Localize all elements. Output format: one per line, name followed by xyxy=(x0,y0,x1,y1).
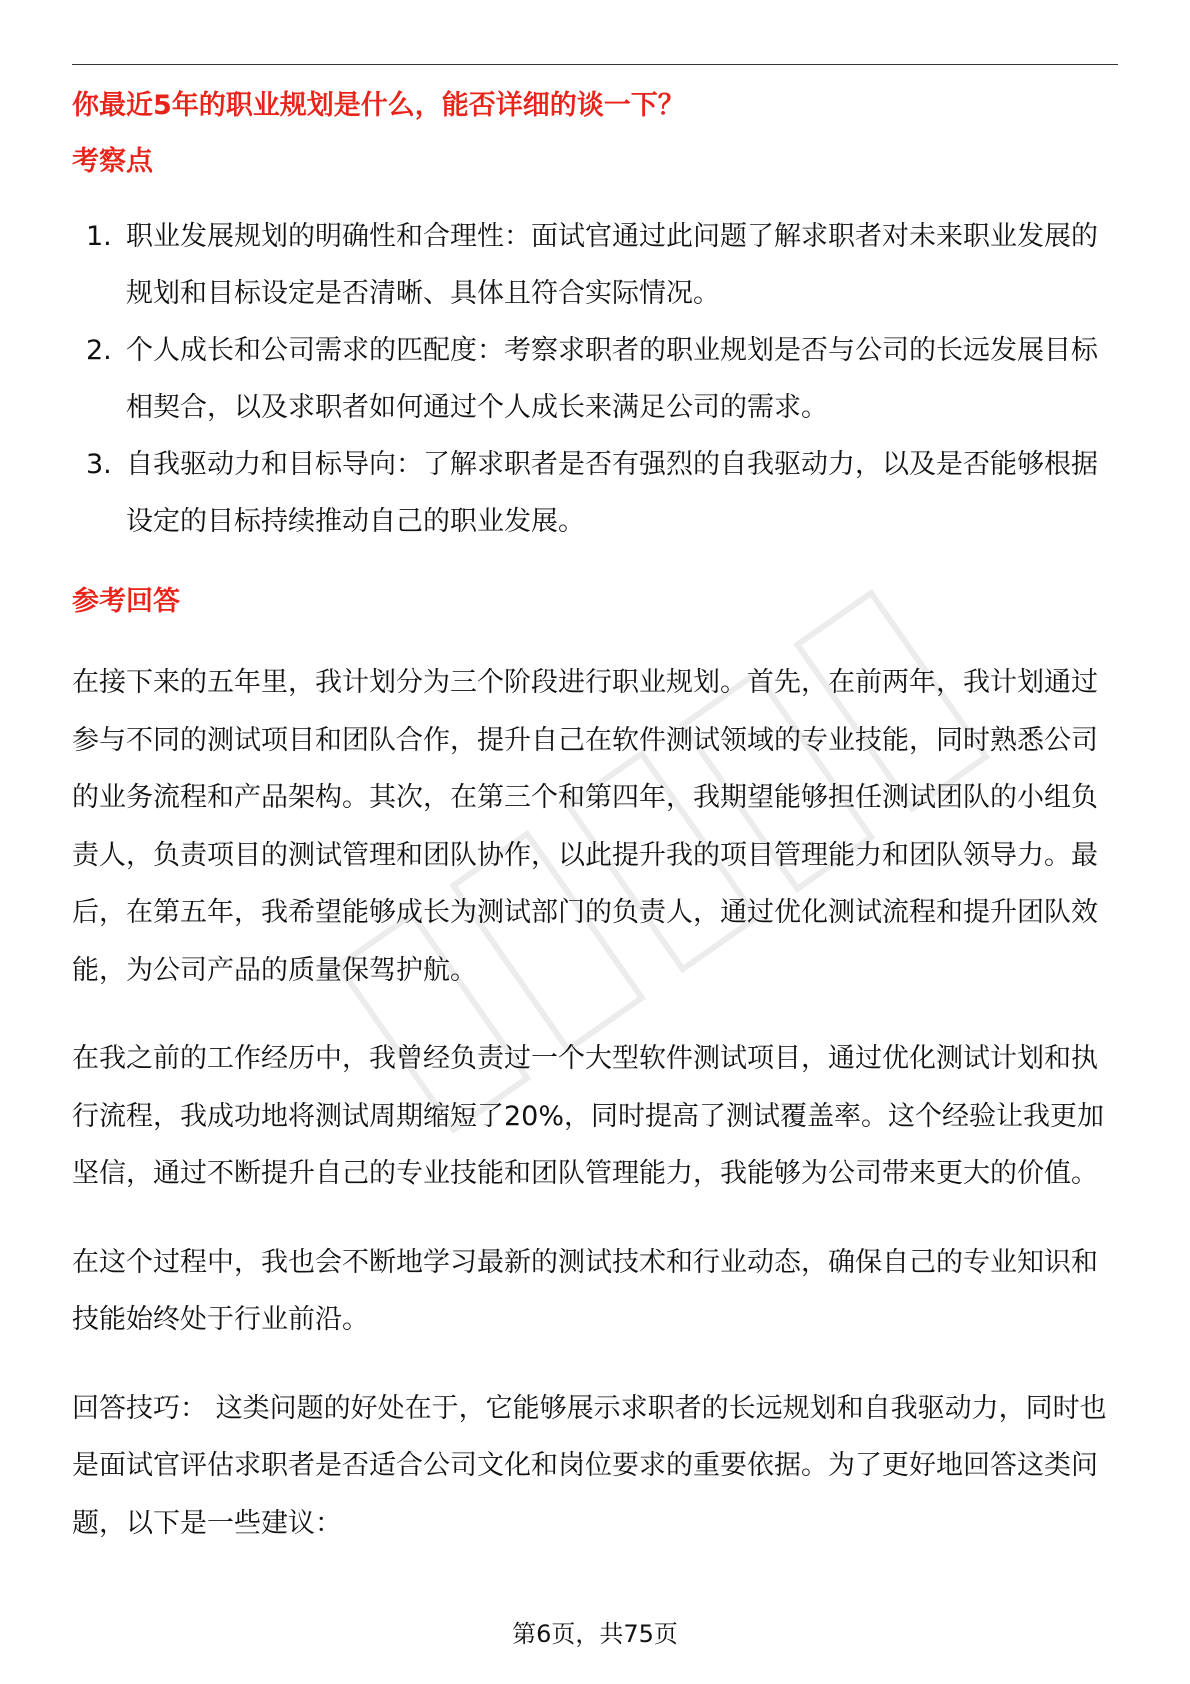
list-text: 自我驱动力和目标导向：了解求职者是否有强烈的自我驱动力，以及是否能够根据设定的目标持续推动自己的职业发展。 xyxy=(126,449,1098,537)
list-item xyxy=(72,436,1118,550)
answer-paragraph: 在我之前的工作经历中，我曾经负责过一个大型软件测试项目，通过优化测试计划和执行流程，我成功地将测试周期缩短了20%，同时提高了测试覆盖率。这个经验让我更加坚信，通过不断提升自己的专业技能和团队管理能力，我能够为公司带来更大的价值。 xyxy=(72,1043,1105,1189)
list-number: 3. xyxy=(86,449,112,480)
list-number: 2. xyxy=(86,335,112,366)
answer-body xyxy=(72,654,1118,1583)
section-heading-points: 考察点 xyxy=(72,146,153,177)
question-title: 你最近5年的职业规划是什么，能否详细的谈一下？ xyxy=(72,90,685,121)
answer-paragraph: 在接下来的五年里，我计划分为三个阶段进行职业规划。首先，在前两年，我计划通过参与不同的测试项目和团队合作，提升自己在软件测试领域的专业技能，同时熟悉公司的业务流程和产品架构。其次，在第三个和第四年，我期望能够担任测试团队的小组负责人，负责项目的测试管理和团队协作，以此提升我的项目管理能力和团队领导力。最后，在第五年，我希望能够成长为测试部门的负责人，通过优化测试流程和提升团队效能，为公司产品的质量保驾护航。 xyxy=(72,667,1098,986)
list-text: 职业发展规划的明确性和合理性：面试官通过此问题了解求职者对未来职业发展的规划和目标设定是否清晰、具体且符合实际情况。 xyxy=(126,221,1098,309)
answer-tips-paragraph: 回答技巧： 这类问题的好处在于，它能够展示求职者的长远规划和自我驱动力，同时也是面试官评估求职者是否适合公司文化和岗位要求的重要依据。为了更好地回答这类问题，以下是一些建议： xyxy=(72,1392,1107,1539)
section-heading-answer: 参考回答 xyxy=(72,586,180,617)
list-text: 个人成长和公司需求的匹配度：考察求职者的职业规划是否与公司的长远发展目标相契合，以及求职者如何通过个人成长来满足公司的需求。 xyxy=(126,335,1098,423)
top-divider xyxy=(72,64,1118,65)
list-number: 1. xyxy=(86,221,112,252)
answer-paragraph: 在这个过程中，我也会不断地学习最新的测试技术和行业动态，确保自己的专业知识和技能始终处于行业前沿。 xyxy=(72,1246,1098,1335)
points-list xyxy=(72,208,1118,550)
list-item xyxy=(72,322,1118,436)
page-number-footer: 第6页，共75页 xyxy=(512,1620,678,1648)
list-item xyxy=(72,208,1118,322)
